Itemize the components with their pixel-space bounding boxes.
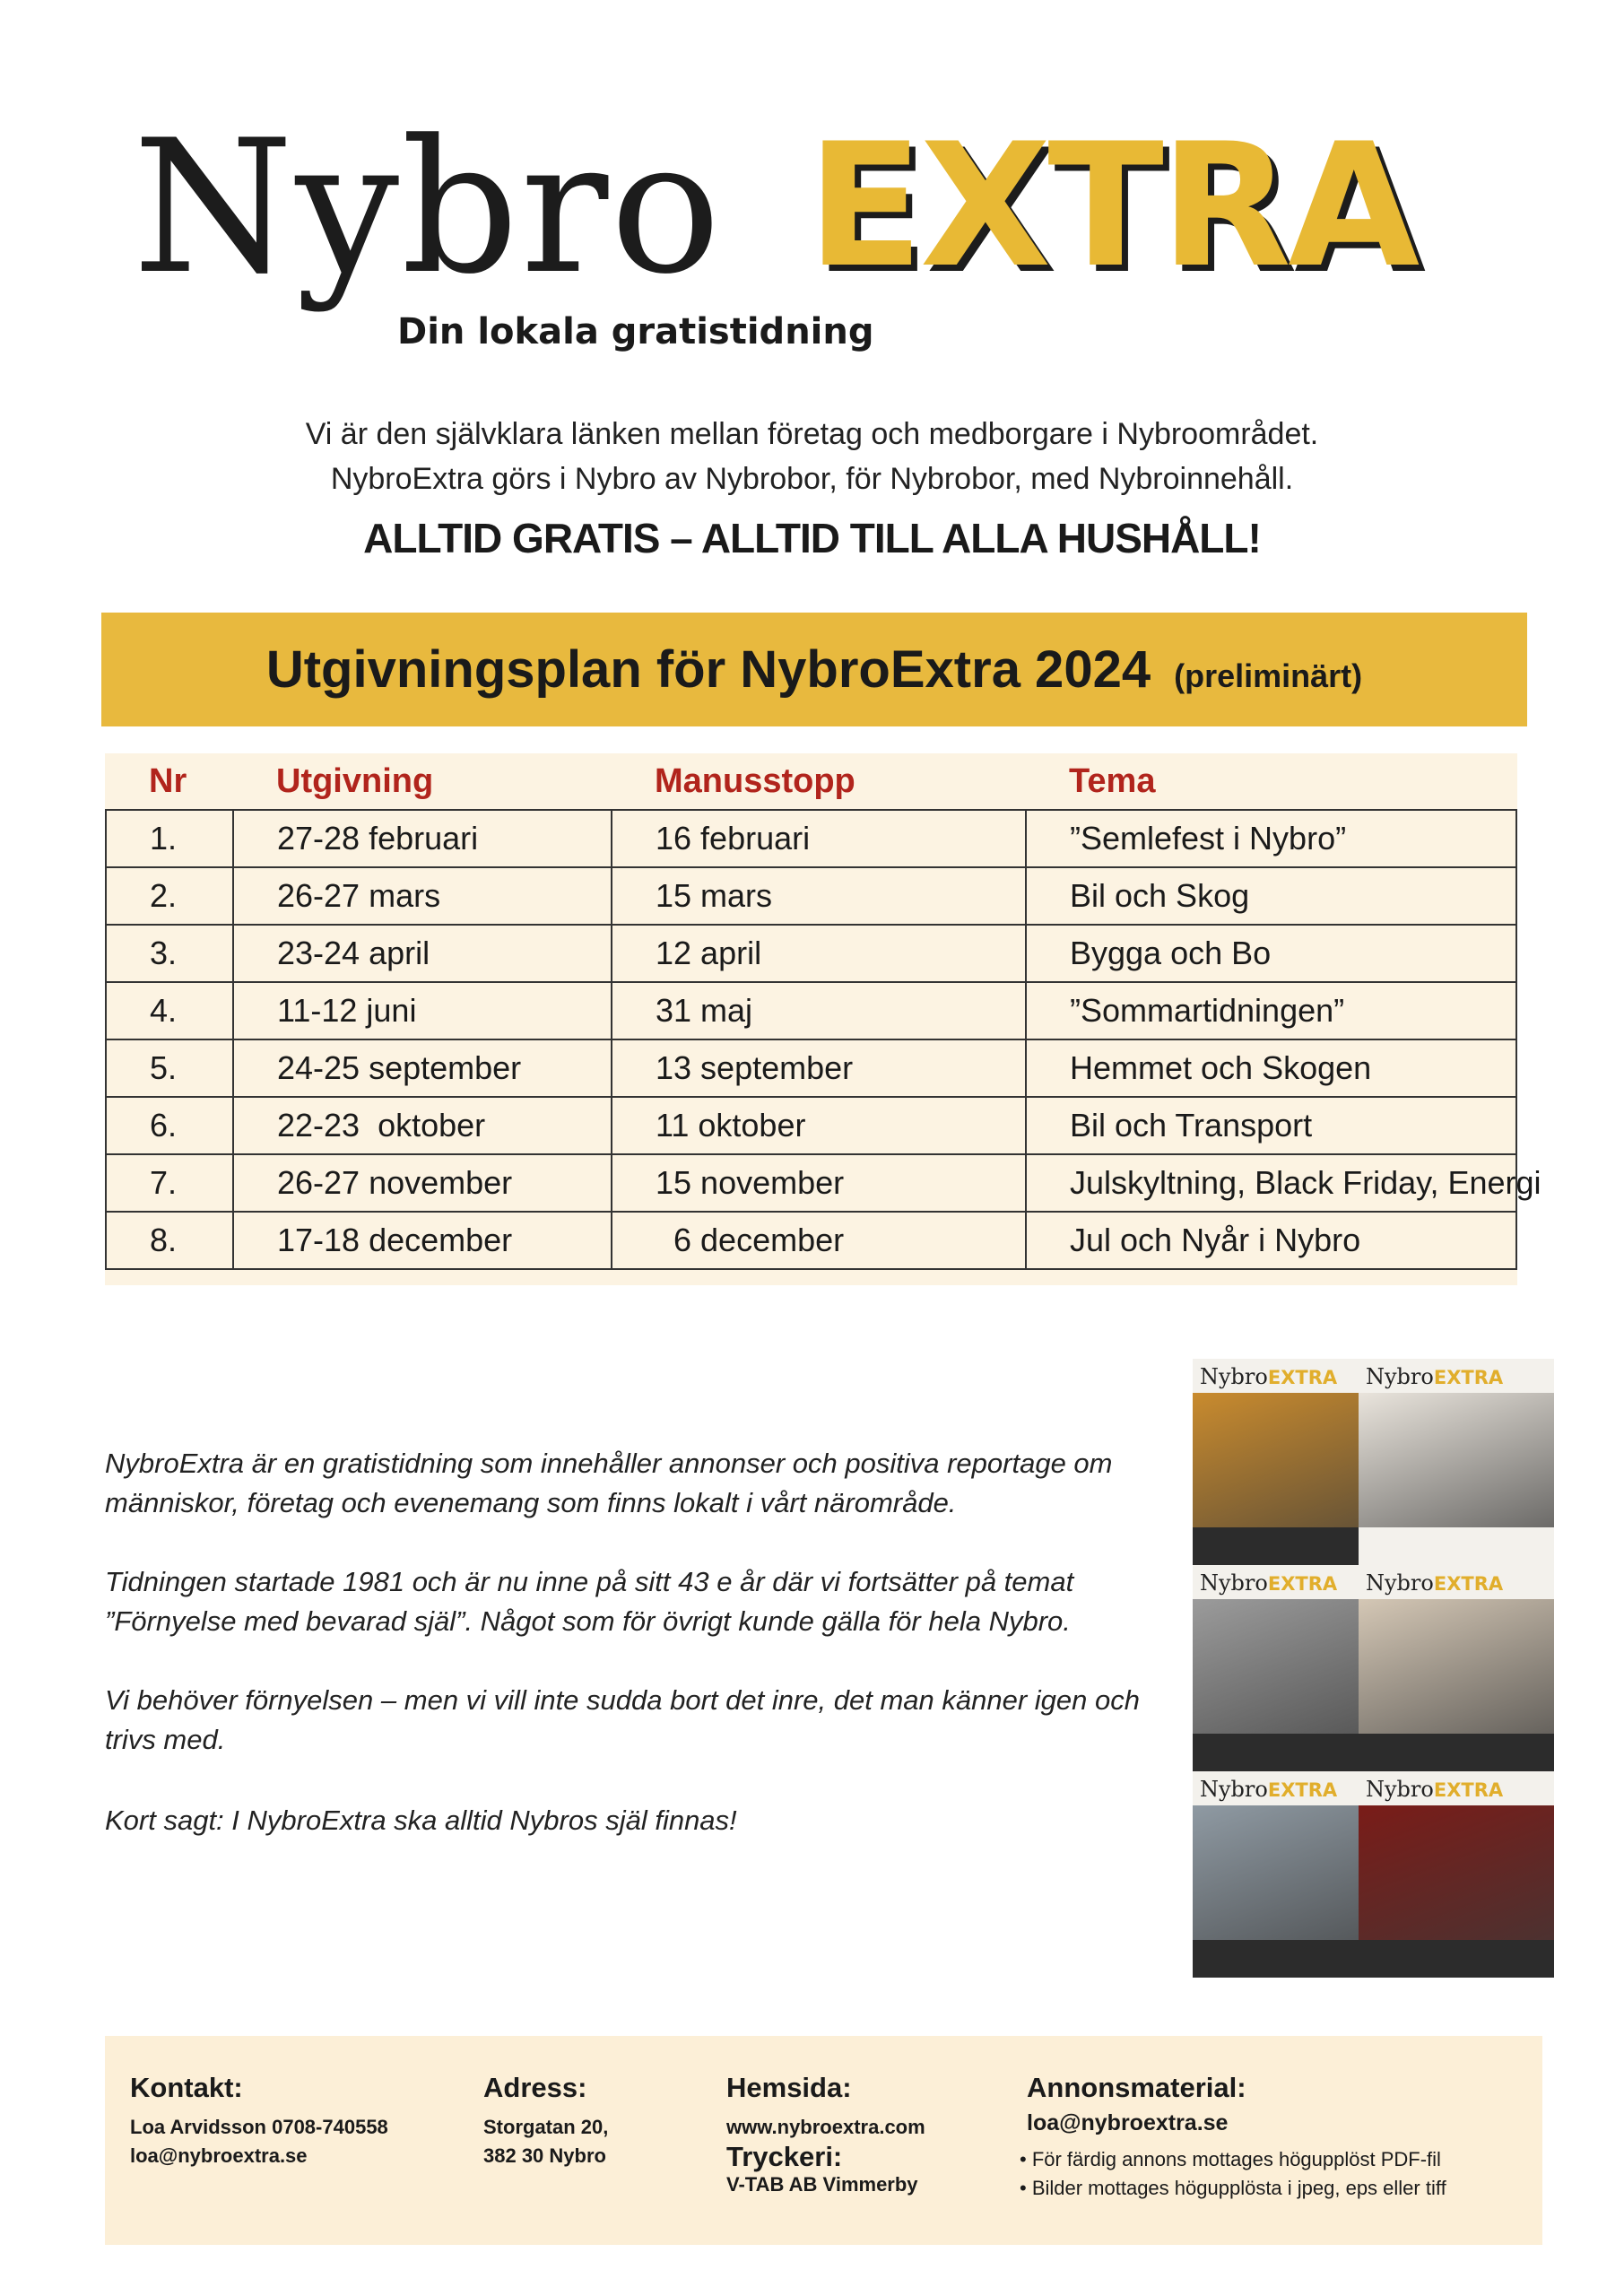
footer-address-heading: Adress: [483, 2072, 587, 2103]
cell-nr: 7. [106, 1154, 233, 1212]
cell-tema: Bygga och Bo [1026, 925, 1516, 982]
cover-masthead: NybroEXTRA [1200, 1364, 1338, 1389]
cell-manusstopp: 15 november [612, 1154, 1026, 1212]
cell-tema: Bil och Transport [1026, 1097, 1516, 1154]
footer-address-city: 382 30 Nybro [483, 2144, 606, 2167]
cell-utgivning: 26-27 mars [233, 867, 612, 925]
footer-ads-email[interactable]: loa@nybroextra.se [1027, 2110, 1229, 2135]
cell-manusstopp: 12 april [612, 925, 1026, 982]
logo-wordmark-nybro: Nybro [133, 101, 723, 315]
table-header-row [106, 753, 1516, 810]
cell-nr: 8. [106, 1212, 233, 1269]
cell-manusstopp: 6 december [612, 1212, 1026, 1269]
cover-photo [1359, 1599, 1554, 1734]
cover-masthead: NybroEXTRA [1200, 1570, 1338, 1596]
cell-manusstopp: 15 mars [612, 867, 1026, 925]
cell-nr: 1. [106, 810, 233, 867]
footer-ads-heading: Annonsmaterial: [1027, 2072, 1246, 2103]
schedule-table [105, 753, 1541, 1285]
cell-nr: 3. [106, 925, 233, 982]
cover-masthead: NybroEXTRA [1366, 1364, 1504, 1389]
footer-ads-note-2: • Bilder mottages högupplösta i jpeg, eps eller tiff [1020, 2177, 1446, 2199]
cover-masthead: NybroEXTRA [1366, 1570, 1504, 1596]
table-row [106, 925, 1516, 982]
table-row [106, 1154, 1516, 1212]
cover-thumbnail [1359, 1565, 1554, 1771]
plan-note: (preliminärt) [1174, 657, 1363, 694]
header-manusstopp: Manusstopp [655, 761, 855, 800]
header-utgivning: Utgivning [276, 761, 434, 800]
footer-contact-name: Loa Arvidsson 0708-740558 [130, 2116, 388, 2138]
cell-utgivning: 24-25 september [233, 1039, 612, 1097]
footer-contact-box [105, 2036, 1542, 2245]
cell-manusstopp: 16 februari [612, 810, 1026, 867]
cover-strip [1359, 1734, 1554, 1771]
cell-manusstopp: 31 maj [612, 982, 1026, 1039]
plan-title-band [101, 613, 1527, 726]
cell-utgivning: 11-12 juni [233, 982, 612, 1039]
description-paragraph-1: NybroExtra är en gratistidning som innehåller annonser och positiva reportage om människor, företag och evenemang som finns lokalt i vårt närområde. [105, 1448, 1113, 1518]
intro-line-1: Vi är den självklara länken mellan företag och medborgare i Nybroområdet. [305, 417, 1319, 451]
table-row [106, 810, 1516, 867]
cover-masthead: NybroEXTRA [1366, 1777, 1504, 1802]
footer-contact-heading: Kontakt: [130, 2072, 243, 2103]
cover-strip [1359, 1527, 1554, 1565]
description-paragraph-4: Kort sagt: I NybroExtra ska alltid Nybros själ finnas! [105, 1805, 737, 1836]
cell-tema: Jul och Nyår i Nybro [1026, 1212, 1516, 1269]
cell-nr: 5. [106, 1039, 233, 1097]
footer-contact-email[interactable]: loa@nybroextra.se [130, 2144, 308, 2167]
footer-website-heading: Hemsida: [726, 2072, 852, 2103]
footer-address-street: Storgatan 20, [483, 2116, 609, 2138]
cover-strip [1359, 1940, 1554, 1978]
cover-photo [1359, 1805, 1554, 1940]
cell-utgivning: 27-28 februari [233, 810, 612, 867]
table-row [106, 1097, 1516, 1154]
footer-printer-heading: Tryckeri: [726, 2141, 843, 2172]
cell-nr: 4. [106, 982, 233, 1039]
cell-utgivning: 17-18 december [233, 1212, 612, 1269]
cell-tema: Bil och Skog [1026, 867, 1516, 925]
footer-ads-note-1: • För färdig annons mottages högupplöst PDF-fil [1020, 2148, 1441, 2170]
table-row [106, 1039, 1516, 1097]
cell-utgivning: 26-27 november [233, 1154, 612, 1212]
header-tema: Tema [1069, 761, 1156, 800]
cover-masthead: NybroEXTRA [1200, 1777, 1338, 1802]
table-row [106, 867, 1516, 925]
plan-title [101, 639, 1527, 700]
header-nr: Nr [149, 761, 187, 800]
cover-photo [1359, 1393, 1554, 1527]
footer-website-link[interactable]: www.nybroextra.com [726, 2116, 925, 2138]
cover-thumbnail [1359, 1359, 1554, 1565]
cell-manusstopp: 11 oktober [612, 1097, 1026, 1154]
cell-nr: 6. [106, 1097, 233, 1154]
intro-slogan: ALLTID GRATIS – ALLTID TILL ALLA HUSHÅLL! [363, 515, 1261, 561]
plan-title-text: Utgivningsplan för NybroExtra 2024 [265, 640, 1151, 699]
cell-tema: ”Semlefest i Nybro” [1026, 810, 1516, 867]
cell-utgivning: 22-23 oktober [233, 1097, 612, 1154]
logo-tagline: Din lokala gratistidning [397, 311, 874, 352]
description-paragraph-2: Tidningen startade 1981 och är nu inne på sitt 43 e år där vi fortsätter på temat ”Förnyelse med bevarad själ”. Något som för övrigt kunde gälla för hela Nybro. [105, 1566, 1074, 1637]
cell-tema: ”Sommartidningen” [1026, 982, 1516, 1039]
table-row [106, 1212, 1516, 1269]
description-paragraph-3: Vi behöver förnyelsen – men vi vill inte sudda bort det inre, det man känner igen och trivs med. [105, 1684, 1140, 1755]
cell-tema: Hemmet och Skogen [1026, 1039, 1516, 1097]
cell-utgivning: 23-24 april [233, 925, 612, 982]
logo-wordmark-extra: EXTRA [807, 107, 1417, 305]
table-row [106, 982, 1516, 1039]
intro-line-2: NybroExtra görs i Nybro av Nybrobor, för Nybrobor, med Nybroinnehåll. [330, 462, 1294, 496]
cell-tema: Julskyltning, Black Friday, Energi [1026, 1154, 1516, 1212]
footer-printer-name: V-TAB AB Vimmerby [726, 2173, 918, 2196]
cover-thumbnail [1359, 1771, 1554, 1978]
cell-manusstopp: 13 september [612, 1039, 1026, 1097]
cell-nr: 2. [106, 867, 233, 925]
